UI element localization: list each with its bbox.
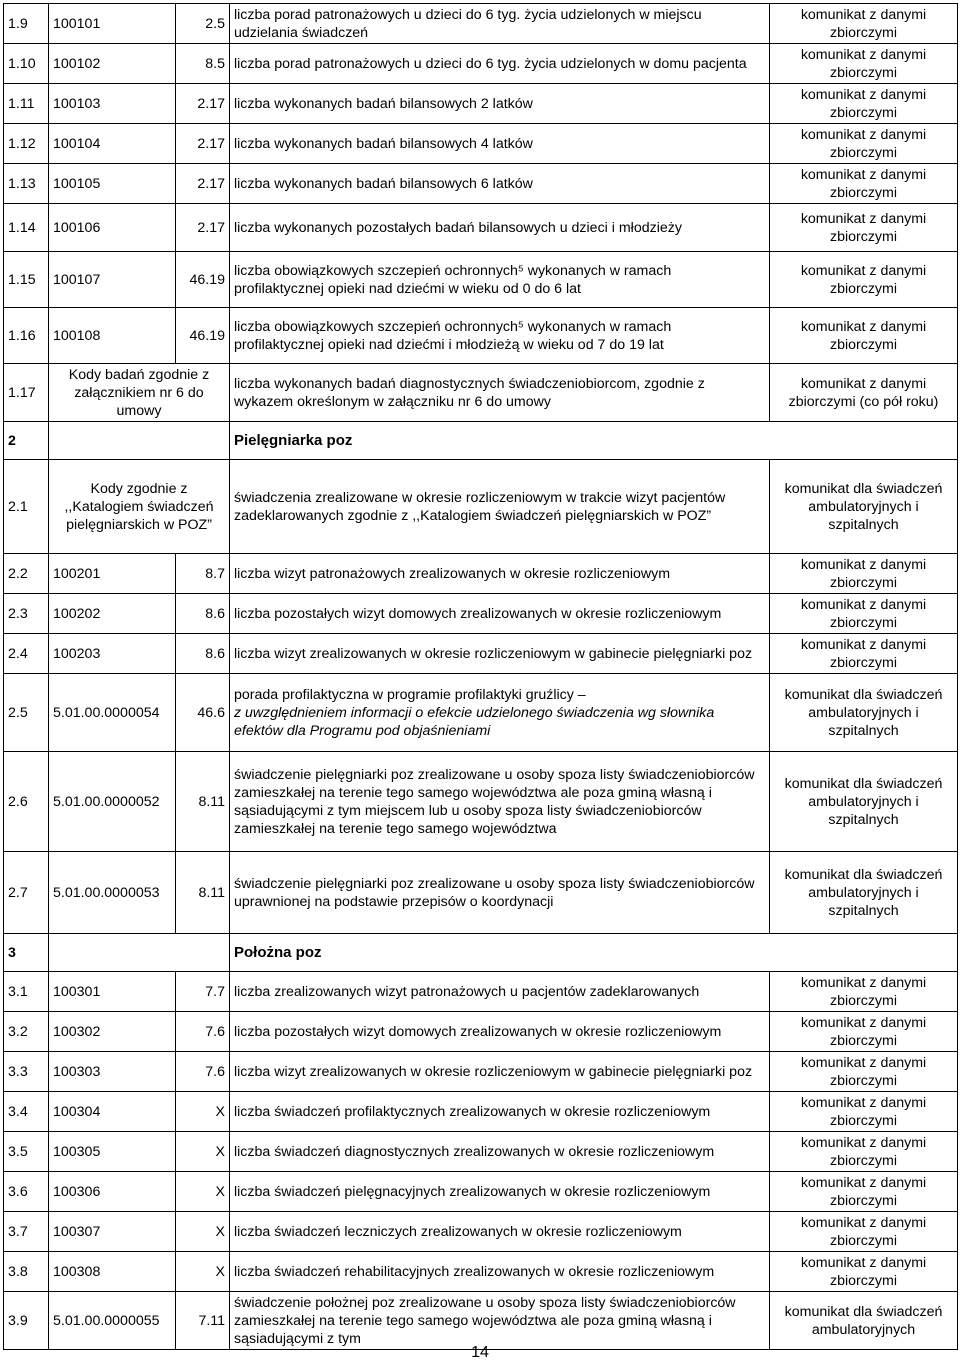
row-code: 100103 xyxy=(49,84,176,124)
row-code: 100303 xyxy=(49,1052,176,1092)
row-lp: 3.2 xyxy=(4,1012,49,1052)
row-lp: 1.13 xyxy=(4,164,49,204)
row-lp: 2.2 xyxy=(4,554,49,594)
row-report: komunikat z danymi zbiorczymi xyxy=(770,1052,958,1092)
row-report: komunikat z danymi zbiorczymi xyxy=(770,4,958,44)
table-row xyxy=(4,1012,958,1052)
table-row xyxy=(4,554,958,594)
row-code: 100104 xyxy=(49,124,176,164)
row-description: liczba wizyt zrealizowanych w okresie rozliczeniowym w gabinecie pielęgniarki poz xyxy=(230,634,770,674)
row-lp: 2.3 xyxy=(4,594,49,634)
row-code: 100307 xyxy=(49,1212,176,1252)
row-report: komunikat z danymi zbiorczymi xyxy=(770,594,958,634)
row-param: 8.5 xyxy=(176,44,230,84)
row-code: 100106 xyxy=(49,204,176,252)
description-note: z uwzględnieniem informacji o efekcie udzielonego świadczenia wg słownika efektów dla Programu pod objaśnieniami xyxy=(234,704,715,739)
row-lp: 2.4 xyxy=(4,634,49,674)
table-row xyxy=(4,44,958,84)
row-report: komunikat z danymi zbiorczymi xyxy=(770,634,958,674)
row-description: liczba świadczeń profilaktycznych zrealizowanych w okresie rozliczeniowym xyxy=(230,1092,770,1132)
row-report: komunikat z danymi zbiorczymi xyxy=(770,124,958,164)
row-lp: 1.15 xyxy=(4,252,49,308)
table-row xyxy=(4,4,958,44)
row-param: 8.6 xyxy=(176,594,230,634)
row-report: komunikat z danymi zbiorczymi xyxy=(770,972,958,1012)
row-param: 8.6 xyxy=(176,634,230,674)
row-report: komunikat z danymi zbiorczymi xyxy=(770,204,958,252)
row-param: X xyxy=(176,1172,230,1212)
row-report: komunikat z danymi zbiorczymi xyxy=(770,1012,958,1052)
row-description: świadczenie położnej poz zrealizowane u osoby spoza listy świadczeniobiorców zamieszkałej na terenie tego samego województwa ale poza gminą własną i sąsiadującymi z tym xyxy=(230,1292,770,1350)
row-lp: 3.8 xyxy=(4,1252,49,1292)
row-description: liczba wizyt patronażowych zrealizowanych w okresie rozliczeniowym xyxy=(230,554,770,594)
section-header xyxy=(4,422,958,460)
table-row xyxy=(4,634,958,674)
table-row xyxy=(4,460,958,554)
table-row xyxy=(4,1132,958,1172)
row-code: Kody zgodnie z ,,Katalogiem świadczeń pielęgniarskich w POZ” xyxy=(49,460,230,554)
row-lp: 1.9 xyxy=(4,4,49,44)
table-row xyxy=(4,364,958,422)
row-description: liczba świadczeń rehabilitacyjnych zrealizowanych w okresie rozliczeniowym xyxy=(230,1252,770,1292)
row-code: Kody badań zgodnie z załącznikiem nr 6 do umowy xyxy=(49,364,230,422)
table-row xyxy=(4,674,958,752)
row-description: liczba wykonanych badań diagnostycznych świadczeniobiorcom, zgodnie z wykazem określonym w załączniku nr 6 do umowy xyxy=(230,364,770,422)
row-param: 2.5 xyxy=(176,4,230,44)
row-code: 5.01.00.0000053 xyxy=(49,852,176,934)
row-description: liczba wykonanych pozostałych badań bilansowych u dzieci i młodzieży xyxy=(230,204,770,252)
row-report: komunikat z danymi zbiorczymi xyxy=(770,84,958,124)
row-param: 8.11 xyxy=(176,852,230,934)
page-number: 14 xyxy=(471,1344,489,1361)
row-lp: 1.12 xyxy=(4,124,49,164)
row-lp: 3.9 xyxy=(4,1292,49,1350)
section-title: Położna poz xyxy=(230,934,958,972)
row-lp: 1.17 xyxy=(4,364,49,422)
section-header xyxy=(4,934,958,972)
row-param: 46.19 xyxy=(176,308,230,364)
table-row xyxy=(4,972,958,1012)
row-code: 100301 xyxy=(49,972,176,1012)
row-param: 7.6 xyxy=(176,1012,230,1052)
row-param: 46.19 xyxy=(176,252,230,308)
row-description: liczba obowiązkowych szczepień ochronnych⁵ wykonanych w ramach profilaktycznej opieki nad dziećmi i młodzieżą w wieku od 7 do 19 lat xyxy=(230,308,770,364)
row-lp: 3.4 xyxy=(4,1092,49,1132)
row-code: 100304 xyxy=(49,1092,176,1132)
table-row xyxy=(4,752,958,852)
row-param: 8.7 xyxy=(176,554,230,594)
row-param: 2.17 xyxy=(176,124,230,164)
row-lp: 1.16 xyxy=(4,308,49,364)
row-param: X xyxy=(176,1092,230,1132)
table-row xyxy=(4,204,958,252)
table-row xyxy=(4,1212,958,1252)
section-number: 3 xyxy=(4,934,49,972)
row-report: komunikat dla świadczeń ambulatoryjnych i szpitalnych xyxy=(770,674,958,752)
row-lp: 2.5 xyxy=(4,674,49,752)
row-description: liczba świadczeń pielęgnacyjnych zrealizowanych w okresie rozliczeniowym xyxy=(230,1172,770,1212)
row-code: 100306 xyxy=(49,1172,176,1212)
row-code: 100105 xyxy=(49,164,176,204)
row-report: komunikat z danymi zbiorczymi xyxy=(770,164,958,204)
row-lp: 3.5 xyxy=(4,1132,49,1172)
row-param: X xyxy=(176,1252,230,1292)
row-lp: 1.11 xyxy=(4,84,49,124)
row-report: komunikat z danymi zbiorczymi xyxy=(770,1212,958,1252)
table-row xyxy=(4,252,958,308)
row-description: świadczenia zrealizowane w okresie rozliczeniowym w trakcie wizyt pacjentów zadeklarowanych zgodnie z ,,Katalogiem świadczeń pielęgniarskich w POZ” xyxy=(230,460,770,554)
row-code: 100107 xyxy=(49,252,176,308)
row-description: liczba porad patronażowych u dzieci do 6 tyg. życia udzielonych w domu pacjenta xyxy=(230,44,770,84)
row-code: 100102 xyxy=(49,44,176,84)
row-code: 100203 xyxy=(49,634,176,674)
row-lp: 3.1 xyxy=(4,972,49,1012)
row-lp: 2.7 xyxy=(4,852,49,934)
row-report: komunikat z danymi zbiorczymi (co pół roku) xyxy=(770,364,958,422)
row-description: liczba porad patronażowych u dzieci do 6 tyg. życia udzielonych w miejscu udzielania świadczeń xyxy=(230,4,770,44)
row-lp: 1.10 xyxy=(4,44,49,84)
row-code: 100308 xyxy=(49,1252,176,1292)
row-param: 2.17 xyxy=(176,204,230,252)
row-lp: 2.1 xyxy=(4,460,49,554)
row-param: 7.11 xyxy=(176,1292,230,1350)
row-code: 100108 xyxy=(49,308,176,364)
row-description: liczba wykonanych badań bilansowych 4 latków xyxy=(230,124,770,164)
row-report: komunikat dla świadczeń ambulatoryjnych i szpitalnych xyxy=(770,752,958,852)
row-report: komunikat z danymi zbiorczymi xyxy=(770,1172,958,1212)
row-description: liczba pozostałych wizyt domowych zrealizowanych w okresie rozliczeniowym xyxy=(230,594,770,634)
row-code: 5.01.00.0000054 xyxy=(49,674,176,752)
row-report: komunikat z danymi zbiorczymi xyxy=(770,252,958,308)
row-description: liczba wykonanych badań bilansowych 6 latków xyxy=(230,164,770,204)
table-row xyxy=(4,308,958,364)
row-code: 100305 xyxy=(49,1132,176,1172)
row-lp: 2.6 xyxy=(4,752,49,852)
row-description: liczba wykonanych badań bilansowych 2 latków xyxy=(230,84,770,124)
row-report: komunikat dla świadczeń ambulatoryjnych i szpitalnych xyxy=(770,460,958,554)
row-report: komunikat z danymi zbiorczymi xyxy=(770,554,958,594)
row-report: komunikat z danymi zbiorczymi xyxy=(770,308,958,364)
table-row xyxy=(4,84,958,124)
row-param: 7.6 xyxy=(176,1052,230,1092)
row-description: liczba zrealizowanych wizyt patronażowych u pacjentów zadeklarowanych xyxy=(230,972,770,1012)
section-number: 2 xyxy=(4,422,49,460)
table-row xyxy=(4,124,958,164)
row-code: 5.01.00.0000052 xyxy=(49,752,176,852)
description-text: porada profilaktyczna w programie profilaktyki gruźlicy – xyxy=(234,686,586,703)
table-row xyxy=(4,1292,958,1350)
row-code: 5.01.00.0000055 xyxy=(49,1292,176,1350)
row-description: świadczenie pielęgniarki poz zrealizowane u osoby spoza listy świadczeniobiorców uprawnionej na podstawie przepisów o koordynacji xyxy=(230,852,770,934)
table-row xyxy=(4,1252,958,1292)
row-lp: 3.3 xyxy=(4,1052,49,1092)
row-report: komunikat z danymi zbiorczymi xyxy=(770,44,958,84)
row-description: liczba świadczeń diagnostycznych zrealizowanych w okresie rozliczeniowym xyxy=(230,1132,770,1172)
row-param: X xyxy=(176,1212,230,1252)
row-description: liczba świadczeń leczniczych zrealizowanych w okresie rozliczeniowym xyxy=(230,1212,770,1252)
table-row xyxy=(4,1092,958,1132)
row-code: 100302 xyxy=(49,1012,176,1052)
table-row xyxy=(4,1052,958,1092)
row-report: komunikat z danymi zbiorczymi xyxy=(770,1252,958,1292)
row-lp: 3.6 xyxy=(4,1172,49,1212)
row-code: 100101 xyxy=(49,4,176,44)
table-row xyxy=(4,1172,958,1212)
row-description: liczba pozostałych wizyt domowych zrealizowanych w okresie rozliczeniowym xyxy=(230,1012,770,1052)
table-row xyxy=(4,164,958,204)
row-code: 100202 xyxy=(49,594,176,634)
row-description xyxy=(230,674,770,752)
table-row xyxy=(4,594,958,634)
row-lp: 3.7 xyxy=(4,1212,49,1252)
row-report: komunikat dla świadczeń ambulatoryjnych i szpitalnych xyxy=(770,852,958,934)
row-param: X xyxy=(176,1132,230,1172)
row-param: 8.11 xyxy=(176,752,230,852)
section-title: Pielęgniarka poz xyxy=(230,422,958,460)
row-description: liczba wizyt zrealizowanych w okresie rozliczeniowym w gabinecie pielęgniarki poz xyxy=(230,1052,770,1092)
row-param: 2.17 xyxy=(176,164,230,204)
row-description: świadczenie pielęgniarki poz zrealizowane u osoby spoza listy świadczeniobiorców zamieszkałej na terenie tego samego województwa ale poza gminą własną i sąsiadującymi z tym miejscem lub u osoby spoza listy świadczeniobiorców zamieszkałej na terenie tego samego województwa xyxy=(230,752,770,852)
row-report: komunikat z danymi zbiorczymi xyxy=(770,1132,958,1172)
row-param: 7.7 xyxy=(176,972,230,1012)
document-table xyxy=(3,3,958,1350)
table-row xyxy=(4,852,958,934)
row-description: liczba obowiązkowych szczepień ochronnych⁵ wykonanych w ramach profilaktycznej opieki nad dziećmi w wieku od 0 do 6 lat xyxy=(230,252,770,308)
row-lp: 1.14 xyxy=(4,204,49,252)
row-code: 100201 xyxy=(49,554,176,594)
row-param: 46.6 xyxy=(176,674,230,752)
row-report: komunikat z danymi zbiorczymi xyxy=(770,1092,958,1132)
row-param: 2.17 xyxy=(176,84,230,124)
row-report: komunikat dla świadczeń ambulatoryjnych xyxy=(770,1292,958,1350)
